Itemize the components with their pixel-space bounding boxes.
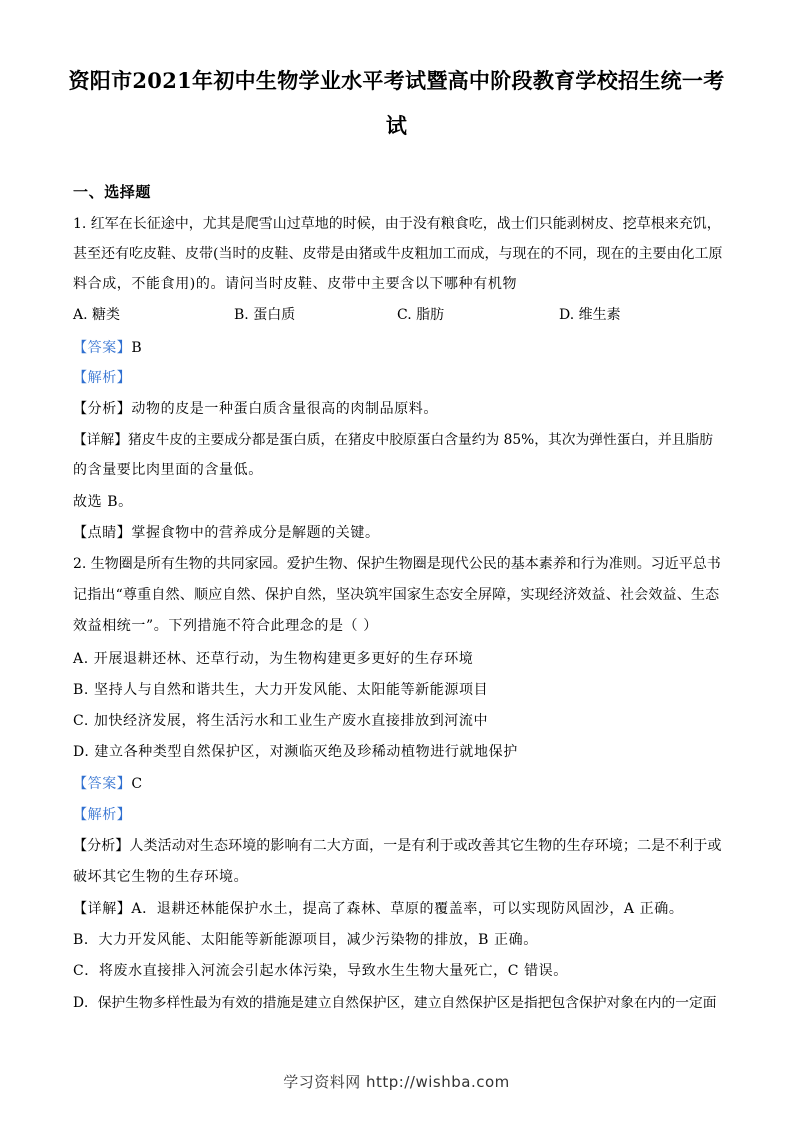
q1-option-a: A. 糖类	[73, 307, 121, 323]
q1-fenxi	[73, 400, 438, 418]
q1-analysis-tag: 【解析】	[73, 370, 132, 386]
q1-option-c: C. 脂肪	[397, 307, 445, 323]
q1-option-d: D. 维生素	[559, 307, 621, 323]
q1-option-b: B. 蛋白质	[234, 307, 296, 323]
xiangjie-tag: 【详解】	[73, 432, 129, 448]
q1-stem-line1: 1. 红军在长征途中，尤其是爬雪山过草地的时候，由于没有粮食吃，战士们只能剥树皮、挖草根来充饥，	[73, 216, 721, 232]
page-title-line2: 试	[385, 113, 408, 138]
q2-fenxi-line1	[73, 837, 722, 855]
q2-xiangjie-b: B．大力开发风能、太阳能等新能源项目，减少污染物的排放，B 正确。	[73, 932, 538, 948]
q2-option-a: A. 开展退耕还林、还草行动，为生物构建更多更好的生存环境	[73, 651, 474, 667]
q1-xiangjie-line2: 的含量要比肉里面的含量低。	[73, 462, 263, 478]
q2-option-d: D. 建立各种类型自然保护区，对濒临灭绝及珍稀动植物进行就地保护	[73, 744, 518, 760]
fenxi-tag: 【分析】	[73, 838, 130, 854]
q2-stem-line3: 效益相统一”。下列措施不符合此理念的是（ ）	[73, 618, 378, 634]
q1-xiangjie-line1	[73, 431, 713, 449]
q2-option-c: C. 加快经济发展，将生活污水和工业生产废水直接排放到河流中	[73, 713, 489, 729]
answer-value: B	[131, 340, 143, 356]
q1-dianjing	[73, 524, 380, 542]
q2-xiangjie-d: D．保护生物多样性最为有效的措施是建立自然保护区，建立自然保护区是指把包含保护对象在内的一定面	[73, 995, 717, 1011]
answer-tag: 【答案】	[73, 340, 132, 356]
answer-tag: 【答案】	[73, 776, 132, 792]
fenxi-text: 动物的皮是一种蛋白质含量很高的肉制品原料。	[131, 401, 439, 417]
dianjing-text: 掌握食物中的营养成分是解题的关键。	[131, 525, 380, 541]
q2-xiangjie-c: C．将废水直接排入河流会引起水体污染，导致水生生物大量死亡，C 错误。	[73, 963, 568, 979]
page-title-line1: 资阳市2021年初中生物学业水平考试暨高中阶段教育学校招生统一考	[68, 68, 725, 93]
q1-stem-line2: 甚至还有吃皮鞋、皮带(当时的皮鞋、皮带是由猪或牛皮粗加工而成，与现在的不同，现在的主要由化工原	[73, 246, 723, 262]
answer-value: C	[131, 776, 143, 792]
q1-answer	[73, 339, 142, 357]
q1-choice: 故选 B。	[73, 494, 133, 510]
section-heading: 一、选择题	[73, 183, 152, 201]
fenxi-text: 人类活动对生态环境的影响有二大方面，一是有利于或改善其它生物的生存环境；二是不利于或	[129, 838, 722, 854]
q2-xiangjie-a	[73, 900, 683, 918]
xiangjie-tag: 【详解】	[73, 901, 132, 917]
q2-stem-line1: 2. 生物圈是所有生物的共同家园。爱护生物、保护生物圈是现代公民的基本素养和行为准则。习近平总书	[73, 556, 721, 572]
xiangjie-text: A．退耕还林能保护水土，提高了森林、草原的覆盖率，可以实现防风固沙，A 正确。	[131, 901, 684, 917]
footer-watermark: 学习资料网 http://wishba.com	[283, 1073, 510, 1091]
q2-stem-line2: 记指出“尊重自然、顺应自然、保护自然，坚决筑牢国家生态安全屏障，实现经济效益、社会效益、生态	[73, 587, 720, 603]
q2-option-b: B. 坚持人与自然和谐共生，大力开发风能、太阳能等新能源项目	[73, 682, 489, 698]
dianjing-tag: 【点睛】	[73, 525, 132, 541]
q2-fenxi-line2: 破坏其它生物的生存环境。	[73, 869, 249, 885]
xiangjie-text: 猪皮牛皮的主要成分都是蛋白质，在猪皮中胶原蛋白含量约为 85%，其次为弹性蛋白，并且脂肪	[128, 432, 713, 448]
q1-stem-line3: 料合成，不能食用)的。请问当时皮鞋、皮带中主要含以下哪种有机物	[73, 276, 518, 292]
q2-analysis-tag: 【解析】	[73, 807, 132, 823]
fenxi-tag: 【分析】	[73, 401, 132, 417]
q2-answer	[73, 775, 143, 793]
